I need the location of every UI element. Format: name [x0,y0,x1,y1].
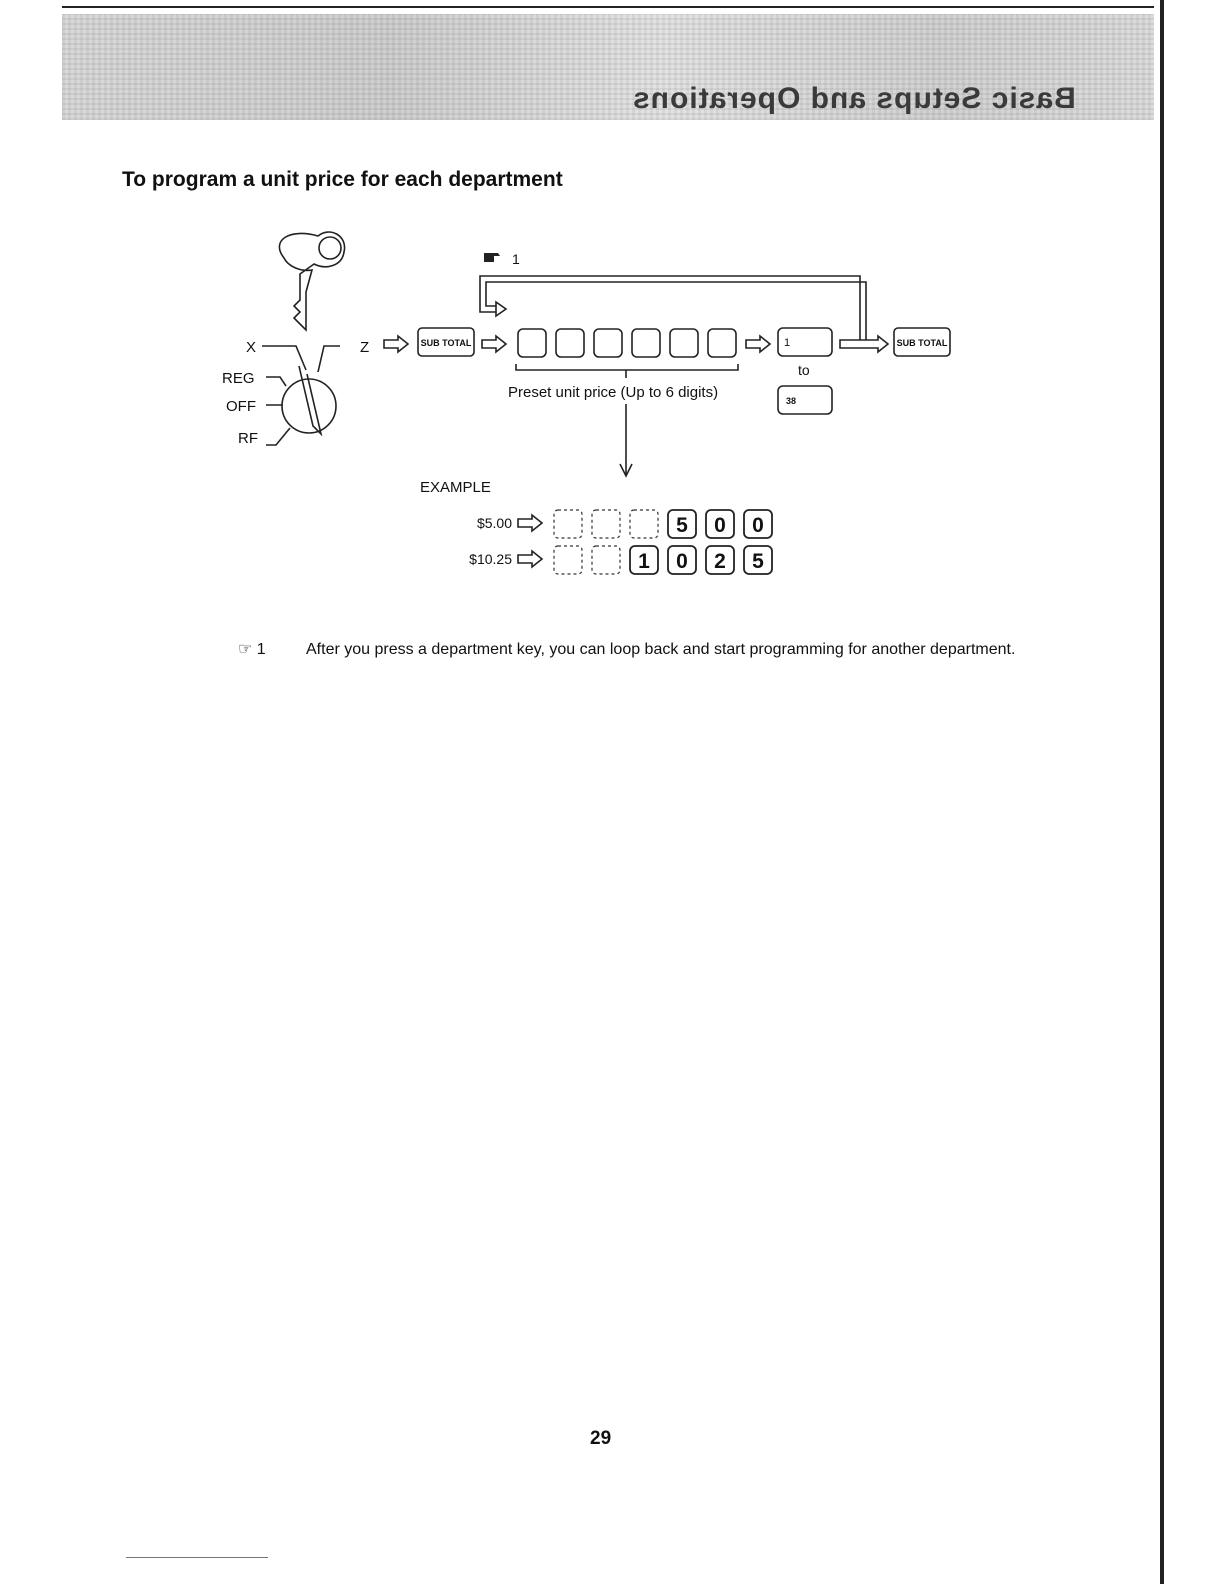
note-pointer-icon [484,253,500,262]
key-position-reg: REG [222,370,255,387]
digit-box [632,329,660,357]
loop-back-line [480,276,860,340]
subtotal-key-label: SUB TOTAL [896,338,948,348]
example-digit: 2 [714,550,726,573]
example-digit: 5 [752,550,764,573]
mode-switch-icon [262,346,340,445]
note-pointer-icon: ☞ [238,641,257,658]
preset-caption: Preset unit price (Up to 6 digits) [508,384,719,401]
key-position-x: X [246,339,257,356]
example-digit: 0 [714,514,726,537]
page-number: 29 [590,1428,612,1449]
footnote-text: After you press a department key, you can loop back and start programming for another department. [306,641,1016,658]
digit-box [556,329,584,357]
example-label: EXAMPLE [420,479,491,496]
arrow-icon [518,515,542,531]
arrow-icon [518,551,542,567]
arrow-icon [384,336,408,352]
procedure-diagram [0,0,1224,620]
footnote-marker: ☞ 1 [238,641,266,658]
arrow-icon [746,336,770,352]
example-digit: 0 [752,514,764,537]
empty-digit-box [592,510,620,538]
key-icon [279,232,344,330]
banner-title: Basic Setups and Operations [632,82,1076,115]
department-first-label: 1 [784,337,791,349]
bottom-rule [126,1557,268,1558]
digit-box [594,329,622,357]
section-title: To program a unit price for each department [122,168,563,191]
example-amount: $5.00 [476,515,512,531]
arrow-icon [482,336,506,352]
empty-digit-box [592,546,620,574]
note-ref-label: 1 [512,251,520,267]
arrow-icon [496,302,506,316]
digit-box [670,329,698,357]
key-position-rf: RF [238,430,258,447]
key-position-off: OFF [226,398,256,415]
to-label: to [798,362,810,378]
loop-back-line [486,282,866,340]
bracket-line [516,364,738,370]
subtotal-key-label: SUB TOTAL [420,338,472,348]
digit-box [518,329,546,357]
department-last-label: 38 [786,396,797,406]
arrow-icon [840,336,888,352]
key-position-z: Z [360,339,370,356]
empty-digit-box [554,546,582,574]
example-amount: $10.25 [469,551,512,567]
empty-digit-box [554,510,582,538]
digit-box [708,329,736,357]
example-digit: 0 [676,550,688,573]
empty-digit-box [630,510,658,538]
example-digit: 5 [676,514,688,537]
example-digit: 1 [638,550,650,573]
